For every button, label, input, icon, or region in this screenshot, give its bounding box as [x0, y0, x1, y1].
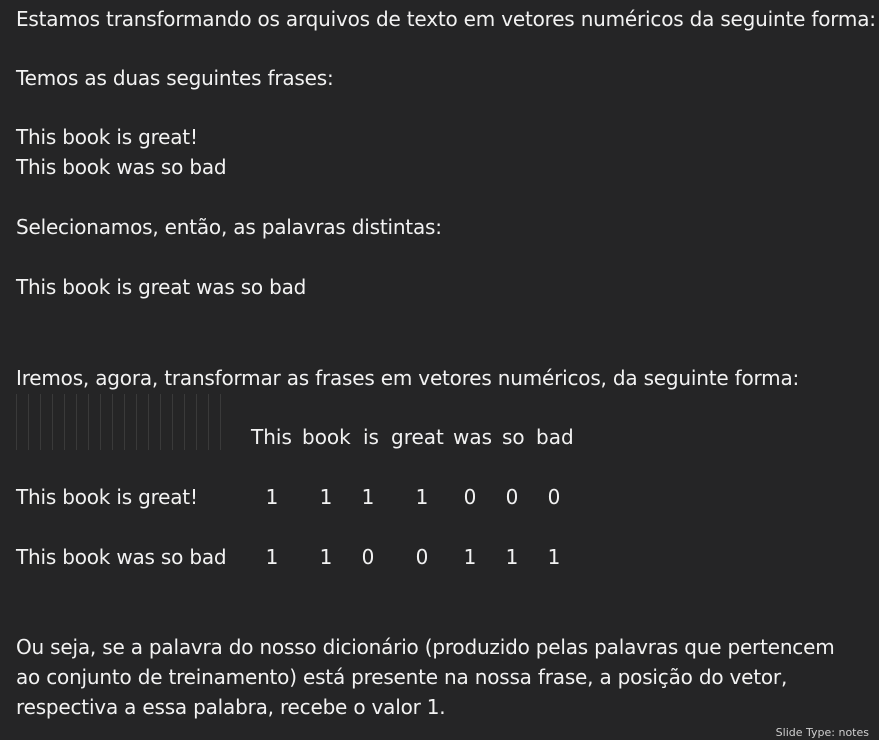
empty-table-header-cell: [16, 394, 232, 450]
table-cell: 1: [265, 545, 279, 569]
intro-text: Estamos transformando os arquivos de texto em vetores numéricos da seguinte forma:: [16, 7, 876, 31]
table-header-so: so: [502, 425, 525, 449]
distinct-words: This book is great was so bad: [16, 275, 307, 299]
table-row-label: This book is great!: [16, 485, 198, 509]
table-cell: 1: [505, 545, 519, 569]
distinct-intro: Selecionamos, então, as palavras distintas:: [16, 215, 442, 239]
table-cell: 1: [319, 485, 333, 509]
sentence-2: This book was so bad: [16, 155, 227, 179]
table-header-was: was: [453, 425, 493, 449]
closing-text-line-3: respectiva a essa palabra, recebe o valor 1.: [16, 695, 446, 719]
table-cell: 1: [361, 485, 375, 509]
table-header-bad: bad: [536, 425, 574, 449]
table-header-is: is: [363, 425, 379, 449]
table-cell: 1: [319, 545, 333, 569]
table-header-this: This: [251, 425, 292, 449]
table-cell: 0: [463, 485, 477, 509]
closing-text-line-1: Ou seja, se a palavra do nosso dicionário (produzido pelas palavras que pertencem: [16, 635, 835, 659]
sentence-1: This book is great!: [16, 125, 198, 149]
table-cell: 1: [547, 545, 561, 569]
table-header-great: great: [391, 425, 444, 449]
table-row-label: This book was so bad: [16, 545, 227, 569]
table-cell: 1: [415, 485, 429, 509]
table-cell: 0: [415, 545, 429, 569]
table-cell: 0: [547, 485, 561, 509]
table-cell: 0: [505, 485, 519, 509]
table-cell: 1: [265, 485, 279, 509]
table-header-book: book: [302, 425, 351, 449]
sentences-intro: Temos as duas seguintes frases:: [16, 66, 334, 90]
table-cell: 1: [463, 545, 477, 569]
closing-text-line-2: ao conjunto de treinamento) está presente na nossa frase, a posição do vetor,: [16, 665, 788, 689]
table-cell: 0: [361, 545, 375, 569]
vector-intro: Iremos, agora, transformar as frases em vetores numéricos, da seguinte forma:: [16, 366, 800, 390]
slide-type-label[interactable]: Slide Type: notes: [775, 726, 869, 739]
